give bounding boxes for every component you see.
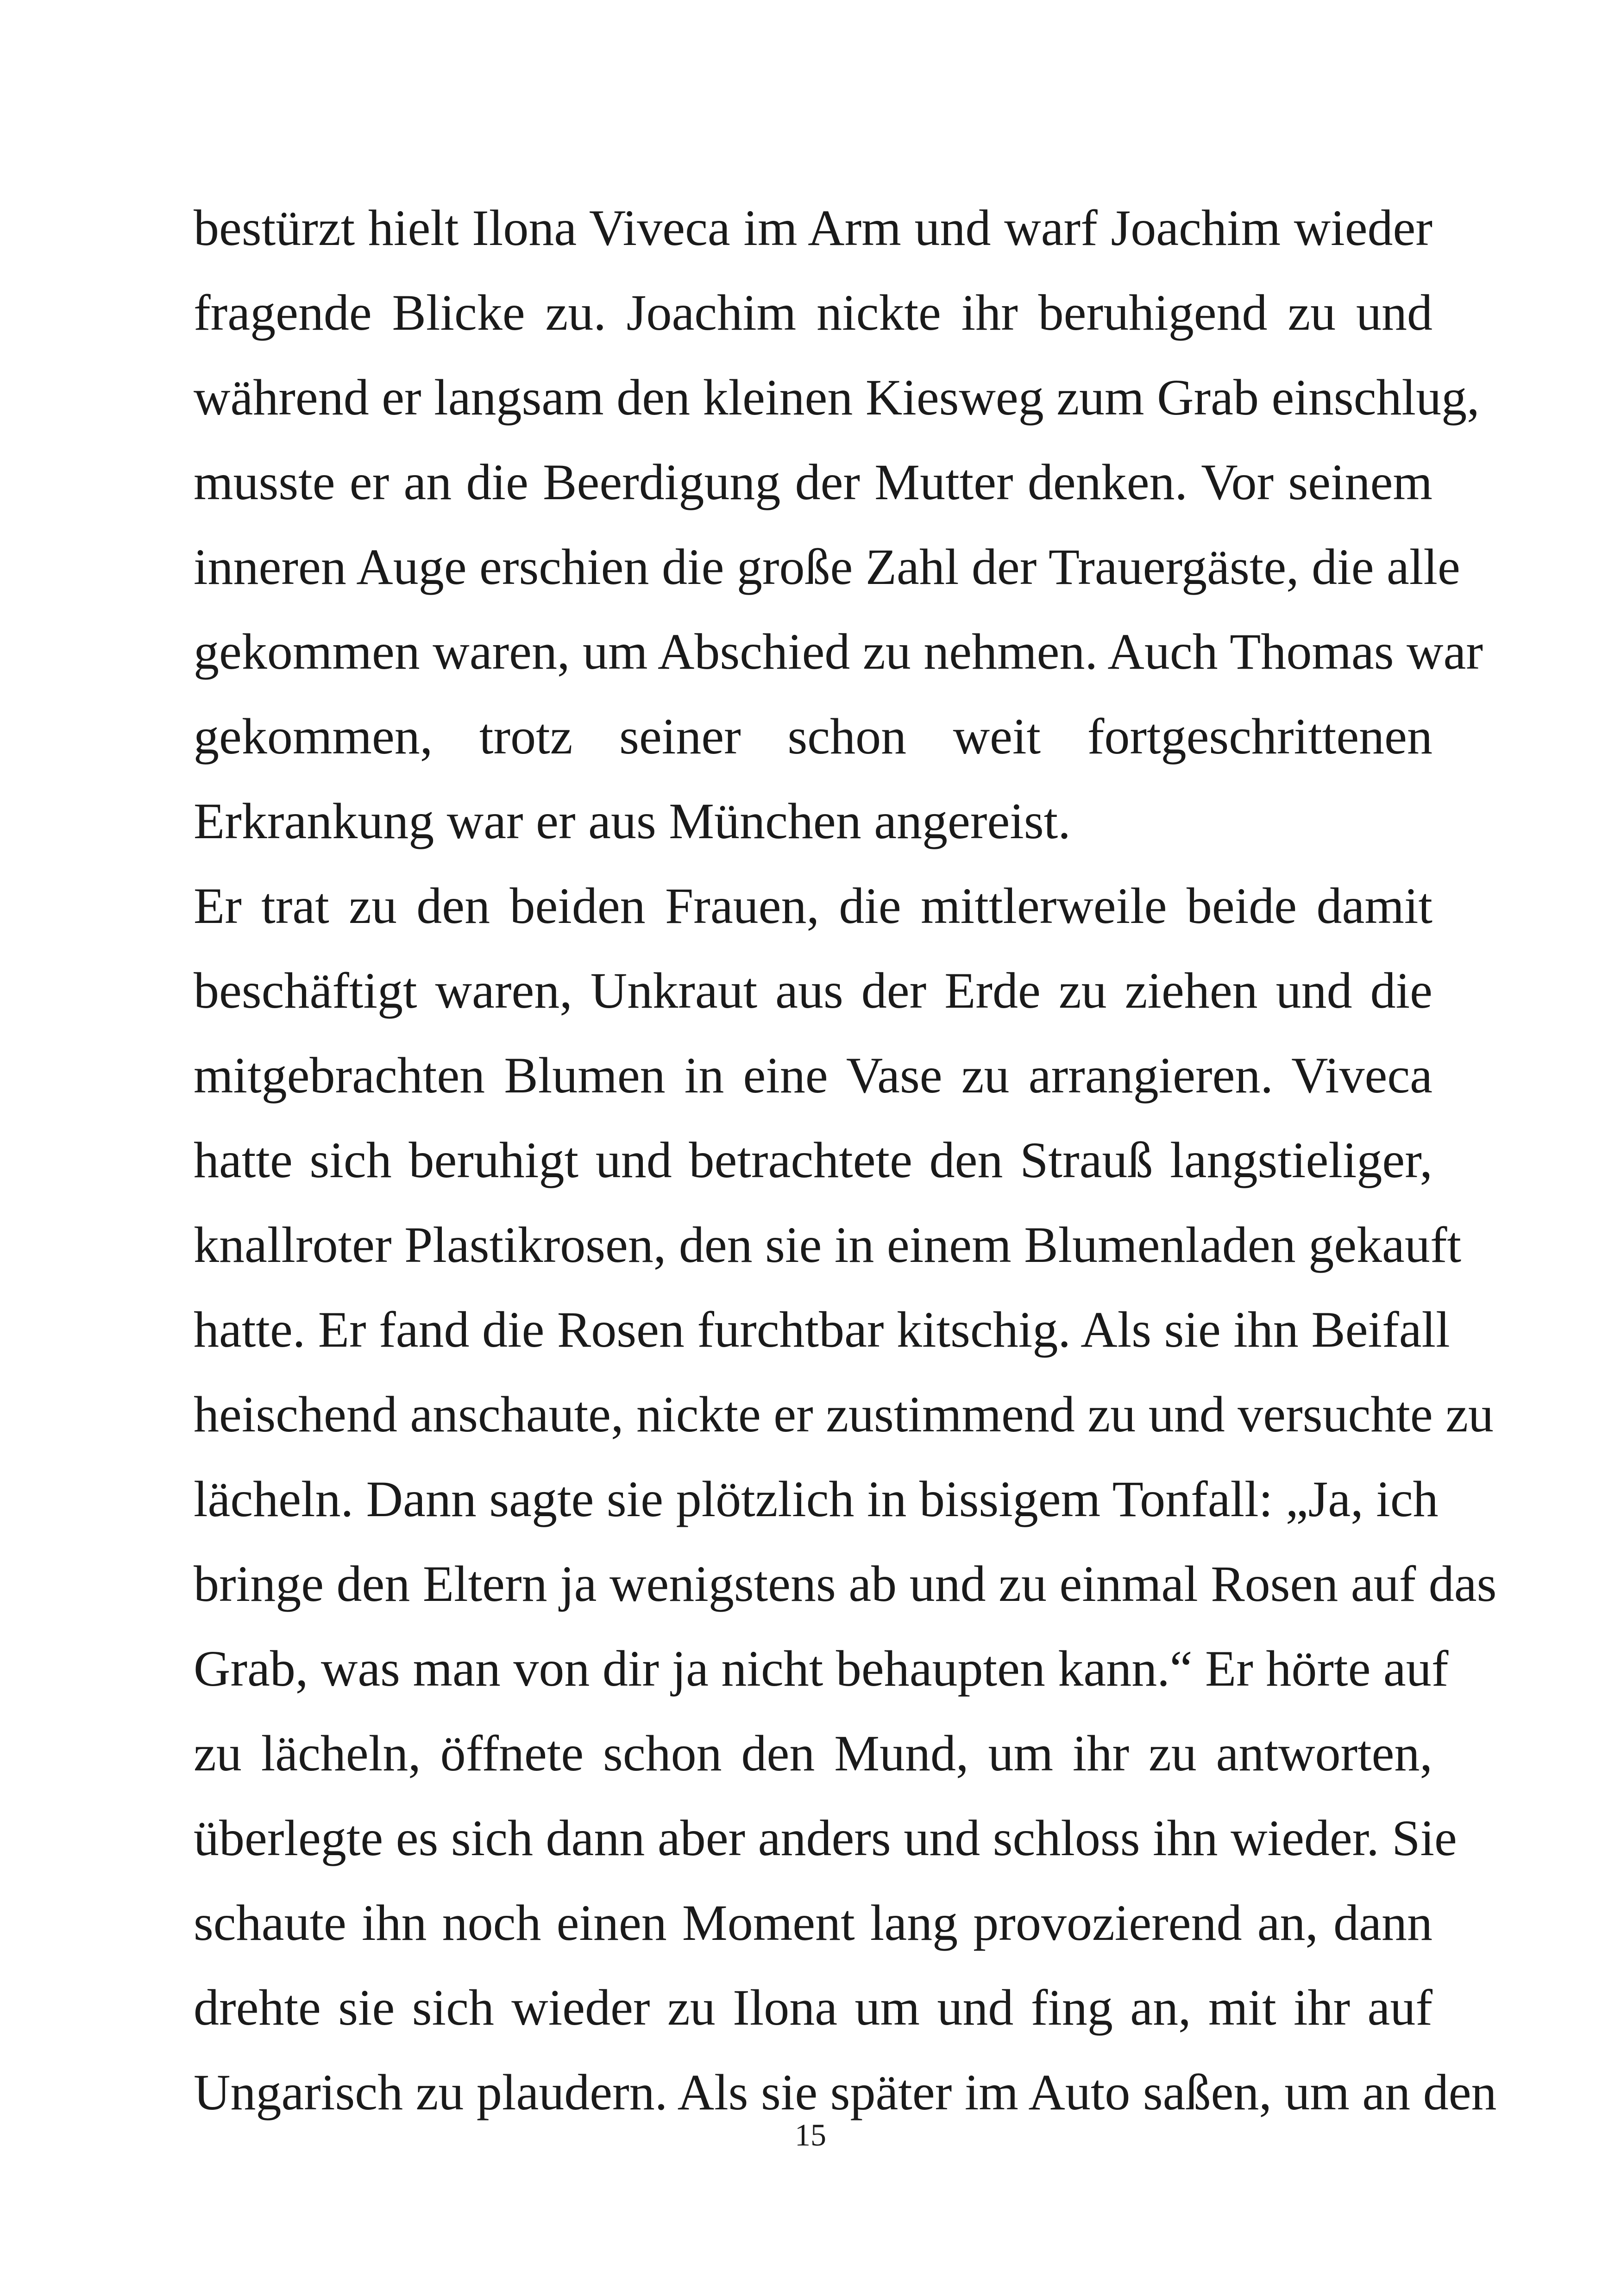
text-line-2: fragende Blicke zu. Joachim nickte ihr beruhigend zu und: [194, 284, 1433, 341]
text-line-14: hatte. Er fand die Rosen furchtbar kitschig. Als sie ihn Beifall: [194, 1301, 1450, 1358]
text-line-7: gekommen, trotz seiner schon weit fortgeschrittenen: [194, 708, 1433, 765]
text-line-1: bestürzt hielt Ilona Viveca im Arm und warf Joachim wieder: [194, 200, 1433, 256]
text-line-10: beschäftigt waren, Unkraut aus der Erde zu ziehen und die: [194, 962, 1433, 1019]
text-line-8: Erkrankung war er aus München angereist.: [194, 793, 1071, 849]
text-line-9: Er trat zu den beiden Frauen, die mittlerweile beide damit: [194, 878, 1433, 934]
text-line-18: Grab, was man von dir ja nicht behaupten kann.“ Er hörte auf: [194, 1640, 1449, 1697]
text-line-3: während er langsam den kleinen Kiesweg zum Grab einschlug,: [194, 369, 1480, 426]
text-line-15: heischend anschaute, nickte er zustimmend zu und versuchte zu: [194, 1386, 1494, 1443]
text-line-12: hatte sich beruhigt und betrachtete den Strauß langstieliger,: [194, 1132, 1433, 1188]
text-line-22: drehte sie sich wieder zu Ilona um und fing an, mit ihr auf: [194, 1979, 1433, 2036]
text-line-23: Ungarisch zu plaudern. Als sie später im Auto saßen, um an den: [194, 2064, 1497, 2120]
text-line-11: mitgebrachten Blumen in eine Vase zu arrangieren. Viveca: [194, 1047, 1433, 1104]
page-number: 15: [795, 2117, 826, 2152]
text-line-5: inneren Auge erschien die große Zahl der Trauergäste, die alle: [194, 539, 1460, 595]
text-line-4: musste er an die Beerdigung der Mutter denken. Vor seinem: [194, 454, 1433, 510]
text-line-20: überlegte es sich dann aber anders und schloss ihn wieder. Sie: [194, 1810, 1457, 1866]
text-line-21: schaute ihn noch einen Moment lang provozierend an, dann: [194, 1895, 1433, 1951]
text-line-19: zu lächeln, öffnete schon den Mund, um ihr zu antworten,: [194, 1725, 1433, 1782]
text-line-16: lächeln. Dann sagte sie plötzlich in bissigem Tonfall: „Ja, ich: [194, 1471, 1439, 1527]
text-line-17: bringe den Eltern ja wenigstens ab und zu einmal Rosen auf das: [194, 1556, 1497, 1612]
text-line-6: gekommen waren, um Abschied zu nehmen. Auch Thomas war: [194, 623, 1483, 680]
text-line-13: knallroter Plastikrosen, den sie in einem Blumenladen gekauft: [194, 1217, 1462, 1273]
